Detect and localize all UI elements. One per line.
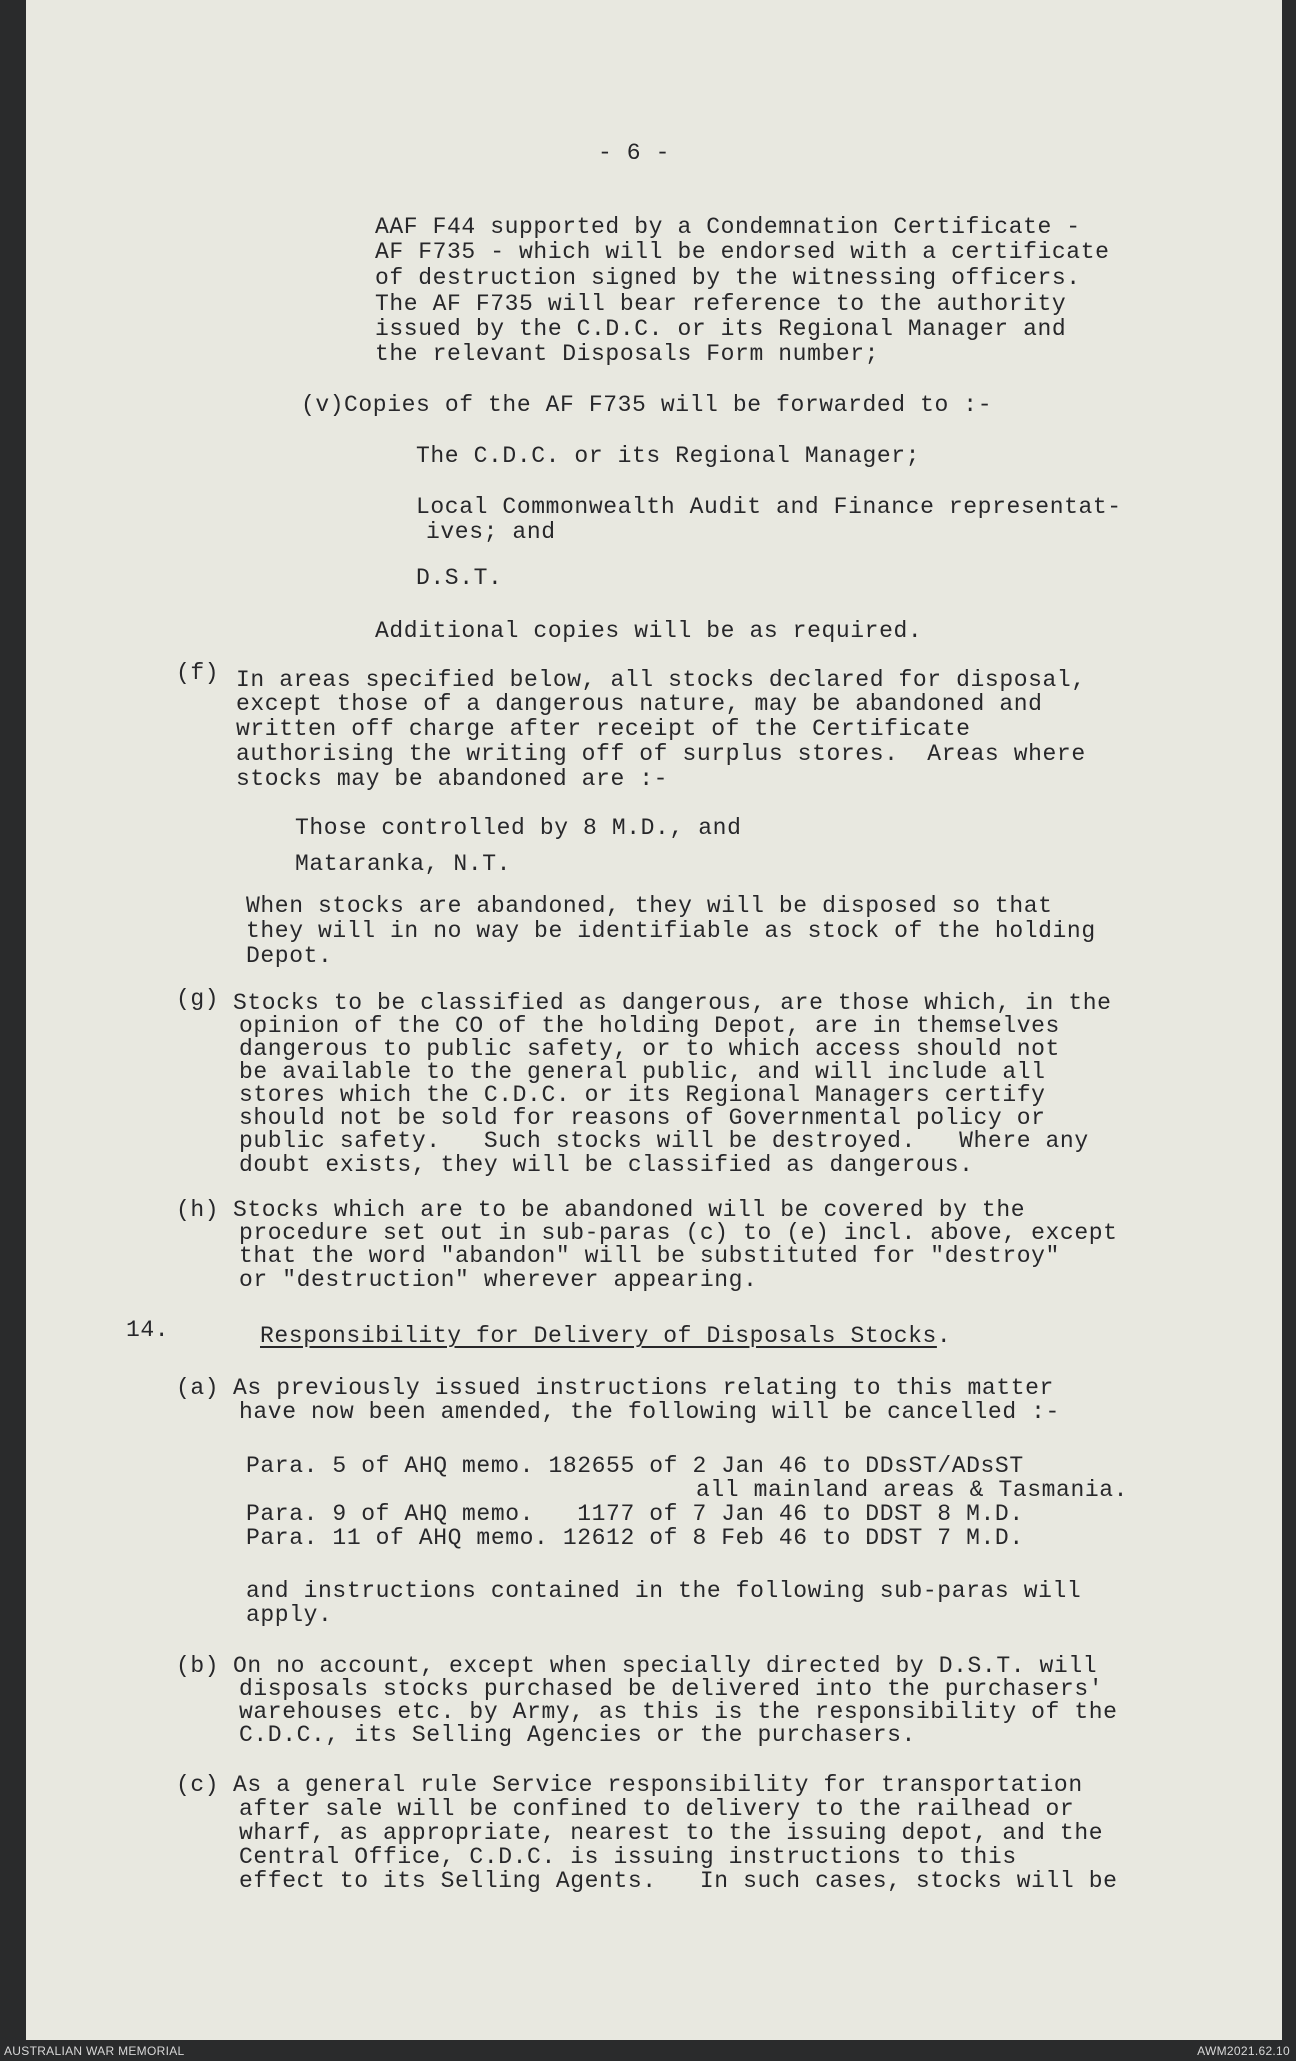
continuation-line: AAF F44 supported by a Condemnation Certificate -: [375, 214, 1081, 240]
continuation-line: AF F735 - which will be endorsed with a certificate: [375, 239, 1110, 265]
para-a-after-line: apply.: [246, 1602, 333, 1628]
recipient-line: The C.D.C. or its Regional Manager;: [416, 443, 921, 469]
para-g-line: Stocks to be classified as dangerous, are those which, in the: [233, 990, 1112, 1016]
page-number: - 6 -: [598, 140, 671, 166]
para-c-line: As a general rule Service responsibility for transportation: [233, 1772, 1083, 1798]
para-f-line: written off charge after receipt of the Certificate: [236, 716, 971, 742]
document-page: [26, 0, 1282, 2040]
para-f-line: except those of a dangerous nature, may be abandoned and: [236, 691, 1043, 717]
para-g-line: dangerous to public safety, or to which access should not: [239, 1036, 1060, 1062]
continuation-line: issued by the C.D.C. or its Regional Manager and: [375, 316, 1067, 342]
section-heading-wrap: [260, 1323, 951, 1349]
para-g-line: should not be sold for reasons of Governmental policy or: [239, 1105, 1046, 1131]
para-h-line: that the word "abandon" will be substituted for "destroy": [239, 1243, 1060, 1269]
item-v-label: (v): [301, 392, 345, 418]
para-g-line: be available to the general public, and will include all: [239, 1059, 1046, 1085]
section-number: 14.: [126, 1317, 170, 1343]
para-g-line: opinion of the CO of the holding Depot, are in themselves: [239, 1013, 1060, 1039]
para-a-line: have now been amended, the following will be cancelled :-: [239, 1399, 1060, 1425]
recipient-line: Local Commonwealth Audit and Finance representat-: [416, 494, 1122, 520]
para-b-line: disposals stocks purchased be delivered into the purchasers': [239, 1676, 1104, 1702]
para-f-after-line: they will in no way be identifiable as stock of the holding: [246, 918, 1096, 944]
area-line: Those controlled by 8 M.D., and: [295, 815, 742, 841]
para-c-line: after sale will be confined to delivery to the railhead or: [239, 1796, 1075, 1822]
para-g-line: stores which the C.D.C. or its Regional Managers certify: [239, 1082, 1046, 1108]
cancelled-ref-line: Para. 11 of AHQ memo. 12612 of 8 Feb 46 to DDST 7 M.D.: [246, 1525, 1024, 1551]
item-v-text: Copies of the AF F735 will be forwarded to :-: [344, 392, 993, 418]
para-b-label: (b): [176, 1653, 220, 1679]
para-f-after-line: Depot.: [246, 943, 333, 969]
para-b-line: C.D.C., its Selling Agencies or the purchasers.: [239, 1722, 916, 1748]
section-heading-period: .: [936, 1323, 952, 1349]
para-f-after-line: When stocks are abandoned, they will be disposed so that: [246, 893, 1053, 919]
para-h-line: Stocks which are to be abandoned will be covered by the: [233, 1197, 1026, 1223]
para-f-label: (f): [176, 660, 220, 686]
section-heading: Responsibility for Delivery of Disposals Stocks: [260, 1323, 937, 1349]
para-a-line: As previously issued instructions relating to this matter: [233, 1375, 1054, 1401]
cancelled-ref-line: Para. 5 of AHQ memo. 182655 of 2 Jan 46 to DDsST/ADsST: [246, 1453, 1024, 1479]
para-h-line: or "destruction" wherever appearing.: [239, 1267, 758, 1293]
cancelled-ref-line: Para. 9 of AHQ memo. 1177 of 7 Jan 46 to DDST 8 M.D.: [246, 1501, 1024, 1527]
para-h-label: (h): [176, 1197, 220, 1223]
cancelled-ref-line: all mainland areas & Tasmania.: [696, 1477, 1129, 1503]
continuation-line: the relevant Disposals Form number;: [375, 341, 880, 367]
footer-archive-name: AUSTRALIAN WAR MEMORIAL: [4, 2044, 185, 2058]
para-c-line: Central Office, C.D.C. is issuing instructions to this: [239, 1844, 1017, 1870]
para-g-label: (g): [176, 986, 220, 1012]
footer-catalogue-number: AWM2021.62.10: [1197, 2044, 1290, 2058]
para-a-label: (a): [176, 1375, 220, 1401]
continuation-line: of destruction signed by the witnessing officers.: [375, 265, 1081, 291]
recipient-line: ives; and: [426, 519, 556, 545]
additional-copies-note: Additional copies will be as required.: [375, 618, 923, 644]
para-b-line: On no account, except when specially directed by D.S.T. will: [233, 1653, 1098, 1679]
para-c-line: effect to its Selling Agents. In such cases, stocks will be: [239, 1868, 1118, 1894]
para-g-line: doubt exists, they will be classified as dangerous.: [239, 1152, 974, 1178]
para-c-line: wharf, as appropriate, nearest to the issuing depot, and the: [239, 1820, 1104, 1846]
area-line: Mataranka, N.T.: [295, 851, 512, 877]
para-g-line: public safety. Such stocks will be destroyed. Where any: [239, 1128, 1089, 1154]
para-f-line: stocks may be abandoned are :-: [236, 766, 669, 792]
recipient-line: D.S.T.: [416, 565, 503, 591]
para-b-line: warehouses etc. by Army, as this is the responsibility of the: [239, 1699, 1118, 1725]
para-h-line: procedure set out in sub-paras (c) to (e) incl. above, except: [239, 1220, 1118, 1246]
para-c-label: (c): [176, 1772, 220, 1798]
para-f-line: authorising the writing off of surplus stores. Areas where: [236, 741, 1086, 767]
para-a-after-line: and instructions contained in the following sub-paras will: [246, 1578, 1082, 1604]
continuation-line: The AF F735 will bear reference to the authority: [375, 291, 1067, 317]
para-f-line: In areas specified below, all stocks declared for disposal,: [236, 667, 1086, 693]
